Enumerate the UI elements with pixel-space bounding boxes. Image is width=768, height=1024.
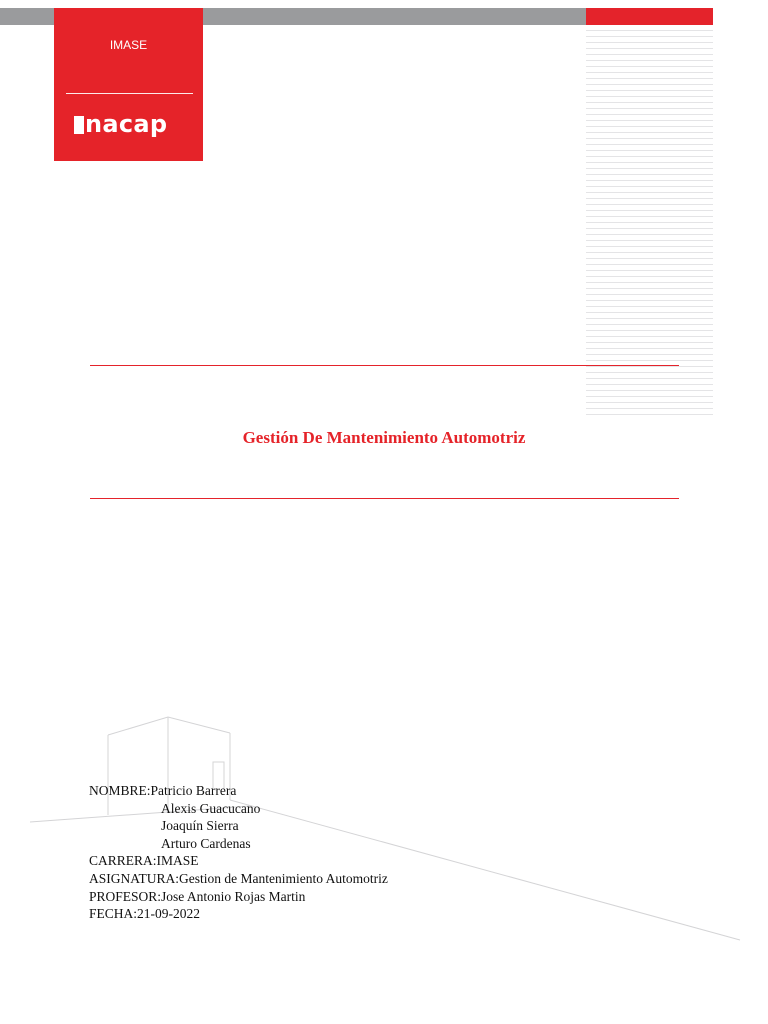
- carrera-line: [89, 852, 388, 870]
- name-4: Arturo Cardenas: [161, 835, 251, 851]
- logo-label: IMASE: [109, 38, 148, 52]
- nombre-label: NOMBRE:: [89, 783, 151, 798]
- carrera-value: IMASE: [156, 853, 199, 869]
- header-red-bar: [586, 8, 713, 25]
- logo-wordmark: nacap: [85, 110, 168, 138]
- name-3: Joaquín Sierra: [161, 818, 239, 834]
- nombre-line: [89, 782, 388, 800]
- decorative-stripes: [586, 25, 713, 415]
- carrera-label: CARRERA:: [89, 853, 157, 869]
- asignatura-label: ASIGNATURA:: [89, 870, 180, 886]
- inacap-logo: [74, 110, 167, 138]
- profesor-line: [89, 888, 388, 906]
- fecha-value: 21-09-2022: [137, 906, 201, 922]
- title-rule-top: [90, 365, 679, 366]
- inacap-logo-block: [54, 8, 203, 161]
- name-2: Alexis Guacucano: [161, 800, 261, 816]
- profesor-value: Jose Antonio Rojas Martin: [161, 888, 306, 904]
- profesor-label: PROFESOR:: [89, 888, 162, 904]
- logo-divider: [66, 93, 193, 94]
- fecha-label: FECHA:: [89, 906, 138, 922]
- asignatura-value: Gestion de Mantenimiento Automotriz: [179, 870, 388, 886]
- title-rule-bottom: [90, 498, 679, 499]
- document-title: Gestión De Mantenimiento Automotriz: [242, 428, 526, 447]
- asignatura-line: [89, 870, 388, 888]
- student-info: [89, 782, 388, 923]
- fecha-line: [89, 905, 388, 923]
- logo-mark-icon: [74, 116, 84, 134]
- name-1: Patricio Barrera: [150, 783, 237, 798]
